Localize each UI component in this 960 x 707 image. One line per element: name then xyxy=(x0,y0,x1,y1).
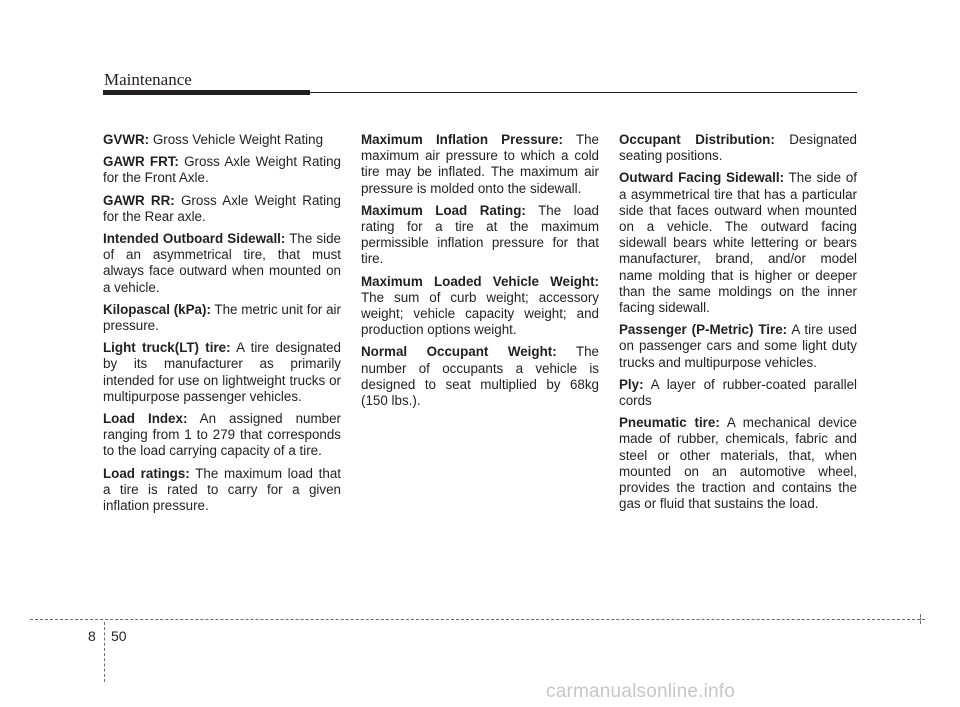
glossary-definition: An assigned number ranging from 1 to 279 that corresponds to the load carrying capacity of a tire. xyxy=(103,411,342,459)
glossary-definition: The sum of curb weight; accessory weight; vehicle capacity weight; and production options weight. xyxy=(361,289,599,338)
glossary-term: Ply: xyxy=(619,376,644,392)
page-number: 50 xyxy=(111,628,127,644)
glossary-definition: A tire designated by its manufacturer as primarily intended for use on lightweight trucks or multipurpose passenger vehicles. xyxy=(103,340,342,404)
glossary-definition: Gross Vehicle Weight Rating xyxy=(152,132,324,147)
glossary-term: Kilopascal (kPa): xyxy=(103,301,211,317)
column-1 xyxy=(103,132,341,520)
glossary-term: Occupant Distribution: xyxy=(619,132,775,147)
glossary-definition: Designated seating positions. xyxy=(619,132,857,164)
glossary-term: Maximum Load Rating: xyxy=(361,202,526,218)
glossary-entry xyxy=(619,132,857,164)
footer-end-tick xyxy=(920,614,922,624)
glossary-entry xyxy=(619,170,857,316)
glossary-entry xyxy=(361,132,599,197)
glossary-definition: Gross Axle Weight Rating for the Front Axle. xyxy=(103,154,341,186)
glossary-definition: A layer of rubber-coated parallel cords xyxy=(619,376,857,409)
glossary-entry xyxy=(361,344,599,409)
glossary-definition: The metric unit for air pressure. xyxy=(103,301,341,334)
glossary-entry xyxy=(103,231,341,296)
glossary-term: Normal Occupant Weight: xyxy=(361,344,557,360)
column-2 xyxy=(361,132,599,415)
glossary-definition: The side of an asymmetrical tire, that must always face outward when mounted on a vehicle. xyxy=(103,231,341,295)
glossary-entry xyxy=(361,274,599,339)
page-header-title: Maintenance xyxy=(104,70,192,89)
glossary-term: Outward Facing Sidewall: xyxy=(619,170,785,186)
glossary-entry xyxy=(103,466,341,515)
glossary-entry xyxy=(619,415,857,512)
footer-divider xyxy=(30,619,925,620)
glossary-entry xyxy=(103,154,341,186)
glossary-term: GVWR: xyxy=(103,132,150,147)
glossary-term: Pneumatic tire: xyxy=(619,415,720,431)
glossary-term: Intended Outboard Sidewall: xyxy=(103,231,286,247)
glossary-term: Maximum Inflation Pressure: xyxy=(361,132,563,147)
glossary-term: Passenger (P-Metric) Tire: xyxy=(619,322,788,338)
glossary-entry xyxy=(103,132,341,148)
column-3 xyxy=(619,132,857,518)
glossary-definition: The maximum air pressure to which a cold tire may be inflated. The maximum air pressure is molded onto the sidewall. xyxy=(361,132,599,196)
glossary-entry xyxy=(103,411,341,460)
chapter-number: 8 xyxy=(88,628,96,644)
glossary-term: GAWR FRT: xyxy=(103,154,179,170)
glossary-definition: The maximum load that a tire is rated to carry for a given inflation pressure. xyxy=(103,465,342,514)
glossary-entry xyxy=(103,302,341,334)
header-rule xyxy=(103,92,857,93)
glossary-term: Load Index: xyxy=(103,411,188,427)
glossary-definition: The side of a asymmetrical tire that has a particular side that faces outward when mounted on a vehicle. The outward facing sidewall bears white lettering or bears manufacturer, brand, and/or model name molding that is higher or deeper than the same moldings on the inner facing sidewall. xyxy=(619,170,857,316)
glossary-term: Load ratings: xyxy=(103,465,190,481)
glossary-entry xyxy=(103,193,341,225)
glossary-term: GAWR RR: xyxy=(103,192,175,208)
glossary-definition: A mechanical device made of rubber, chemicals, fabric and steel or other materials, that, when mounted on an automotive wheel, provides the traction and contains the gas or fluid that sustains the load. xyxy=(619,415,857,512)
glossary-entry xyxy=(619,377,857,409)
glossary-definition: A tire used on passenger cars and some light duty trucks and multipurpose vehicles. xyxy=(619,322,857,370)
watermark: carmanualsonline.info xyxy=(546,681,736,702)
glossary-entry xyxy=(103,340,341,405)
footer-vertical-divider xyxy=(104,622,105,682)
glossary-term: Light truck(LT) tire: xyxy=(103,340,231,356)
glossary-definition: Gross Axle Weight Rating for the Rear axle. xyxy=(103,192,341,224)
glossary-definition: The number of occupants a vehicle is designed to seat multiplied by 68kg (150 lbs.). xyxy=(361,344,599,409)
glossary-entry xyxy=(361,203,599,268)
glossary-definition: The load rating for a tire at the maximum permissible inflation pressure for that tire. xyxy=(361,202,599,267)
glossary-entry xyxy=(619,322,857,371)
glossary-term: Maximum Loaded Vehicle Weight: xyxy=(361,273,599,289)
